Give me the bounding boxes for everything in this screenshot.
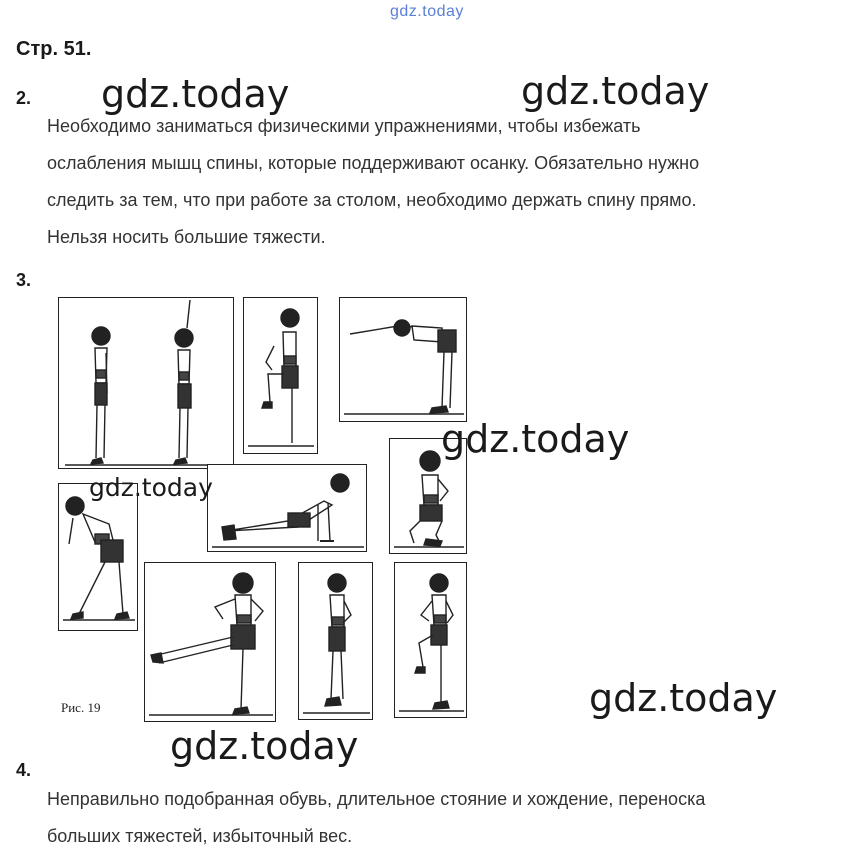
- exercise-panel-1: [58, 297, 234, 469]
- task-4-line-2: больших тяжестей, избыточный вес.: [47, 826, 353, 846]
- watermark: gdz.today: [589, 676, 778, 720]
- exercise-figure-leg-swing-icon: [145, 563, 277, 723]
- task-2-line-3: следить за тем, что при работе за столом, необходимо держать спину прямо.: [47, 190, 697, 210]
- exercise-figure-push-up-icon: [208, 465, 368, 553]
- exercise-panel-3: [339, 297, 467, 422]
- exercise-figure-side-stand-icon: [299, 563, 374, 721]
- exercise-panel-5: [207, 464, 367, 552]
- exercise-panel-7: [144, 562, 276, 722]
- task-2-line-1: Необходимо заниматься физическими упражнениями, чтобы избежать: [47, 116, 641, 136]
- exercise-panel-4: [58, 483, 138, 631]
- exercise-figure-side-bend-icon: [59, 484, 139, 632]
- task-2-line-2: ослабления мышц спины, которые поддерживают осанку. Обязательно нужно: [47, 153, 700, 173]
- watermark: gdz.today: [441, 417, 630, 461]
- task-4-text: [47, 781, 705, 855]
- watermark: gdz.today: [170, 724, 359, 768]
- task-2-number: 2.: [16, 88, 32, 108]
- exercise-figure-march-icon: [395, 563, 468, 719]
- task-3-number: 3.: [16, 270, 32, 290]
- task-2-text: [47, 108, 699, 256]
- watermark: gdz.today: [101, 72, 290, 116]
- task-4-line-1: Неправильно подобранная обувь, длительное стояние и хождение, переноска: [47, 789, 706, 809]
- page-title: Стр. 51.: [16, 38, 92, 60]
- exercise-figure-forward-bend-icon: [340, 298, 468, 423]
- exercise-figure-standing-icon: [59, 298, 235, 470]
- task-2-line-4: Нельзя носить большие тяжести.: [47, 227, 326, 247]
- watermark: gdz.today: [521, 69, 710, 113]
- exercise-panel-9: [394, 562, 467, 718]
- task-4-number: 4.: [16, 760, 32, 780]
- exercise-panel-2: [243, 297, 318, 454]
- watermark: gdz.today: [89, 473, 213, 502]
- figure-caption: Рис. 19: [61, 700, 101, 715]
- top-watermark: gdz.today: [390, 3, 464, 20]
- exercise-panel-8: [298, 562, 373, 720]
- exercise-figure-knee-raise-icon: [244, 298, 319, 455]
